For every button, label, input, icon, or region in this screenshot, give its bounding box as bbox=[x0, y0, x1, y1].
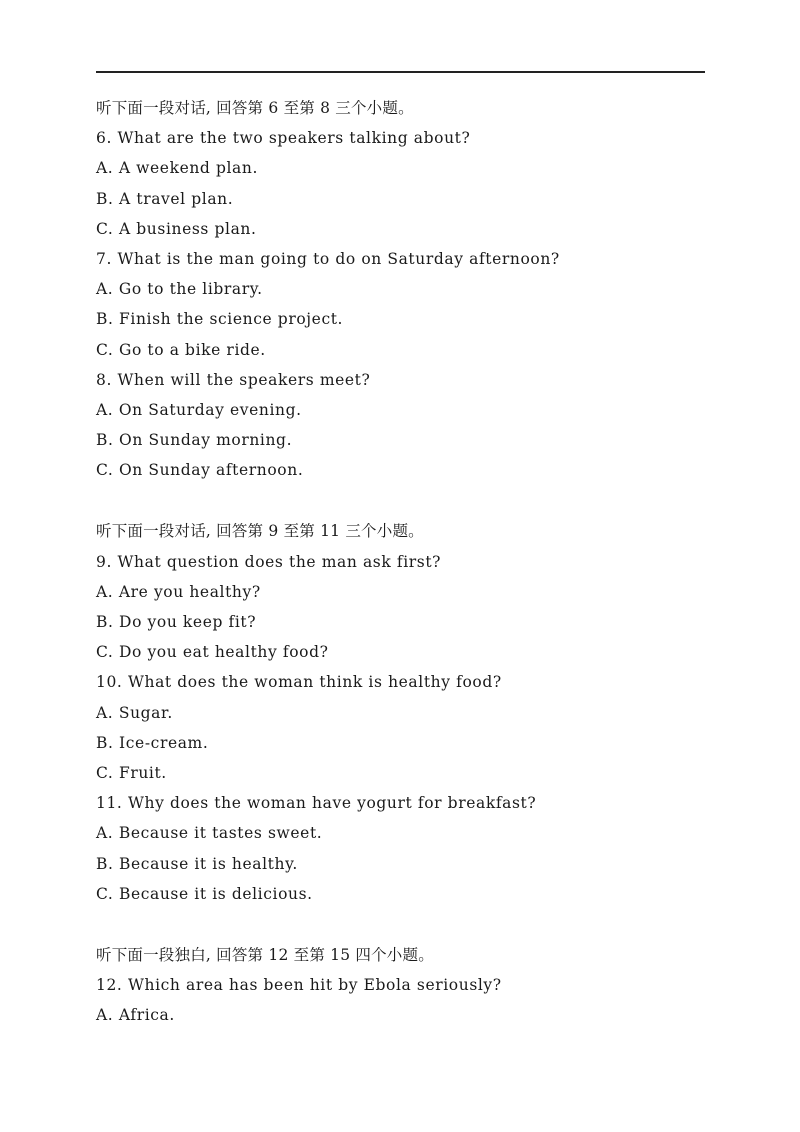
option-b: B. On Sunday morning. bbox=[96, 431, 293, 450]
option-a: A. A weekend plan. bbox=[96, 159, 259, 178]
option-c: C. Because it is delicious. bbox=[96, 884, 313, 903]
section-intro: 听下面一段对话, 回答第 6 至第 8 三个小题。 bbox=[96, 99, 414, 117]
option-c: C. A business plan. bbox=[96, 219, 257, 238]
question-stem: 8. When will the speakers meet? bbox=[96, 370, 371, 389]
document-body bbox=[96, 93, 716, 1030]
question-stem: 6. What are the two speakers talking about? bbox=[96, 129, 471, 148]
section-3 bbox=[96, 940, 716, 1031]
option-a: A. Go to the library. bbox=[96, 280, 263, 299]
option-b: B. Finish the science project. bbox=[96, 310, 344, 329]
option-a: A. Sugar. bbox=[96, 703, 173, 722]
option-b: B. Ice-cream. bbox=[96, 733, 209, 752]
section-1 bbox=[96, 93, 716, 485]
section-spacer bbox=[96, 485, 716, 516]
question-stem: 10. What does the woman think is healthy food? bbox=[96, 673, 502, 692]
section-intro: 听下面一段对话, 回答第 9 至第 11 三个小题。 bbox=[96, 522, 424, 541]
question-9 bbox=[96, 547, 716, 668]
question-11 bbox=[96, 788, 716, 909]
question-10 bbox=[96, 667, 716, 788]
question-8 bbox=[96, 365, 716, 486]
section-intro: 听下面一段独白, 回答第 12 至第 15 四个小题。 bbox=[96, 945, 434, 964]
option-c: C. Go to a bike ride. bbox=[96, 340, 266, 359]
question-12 bbox=[96, 970, 716, 1030]
option-a: A. Because it tastes sweet. bbox=[96, 824, 323, 843]
question-7 bbox=[96, 244, 716, 365]
option-c: C. On Sunday afternoon. bbox=[96, 461, 304, 480]
option-a: A. Africa. bbox=[96, 1006, 175, 1025]
header-rule bbox=[96, 71, 705, 73]
question-stem: 11. Why does the woman have yogurt for breakfast? bbox=[96, 794, 537, 813]
question-stem: 9. What question does the man ask first? bbox=[96, 552, 442, 571]
option-b: B. A travel plan. bbox=[96, 189, 234, 208]
option-a: A. Are you healthy? bbox=[96, 582, 261, 601]
option-c: C. Fruit. bbox=[96, 763, 167, 782]
question-stem: 12. Which area has been hit by Ebola seriously? bbox=[96, 976, 502, 995]
question-stem: 7. What is the man going to do on Saturday afternoon? bbox=[96, 249, 560, 268]
section-2 bbox=[96, 516, 716, 908]
section-spacer bbox=[96, 909, 716, 940]
option-b: B. Because it is healthy. bbox=[96, 854, 298, 873]
option-a: A. On Saturday evening. bbox=[96, 400, 302, 419]
question-6 bbox=[96, 123, 716, 244]
option-c: C. Do you eat healthy food? bbox=[96, 643, 329, 662]
option-b: B. Do you keep fit? bbox=[96, 613, 257, 631]
